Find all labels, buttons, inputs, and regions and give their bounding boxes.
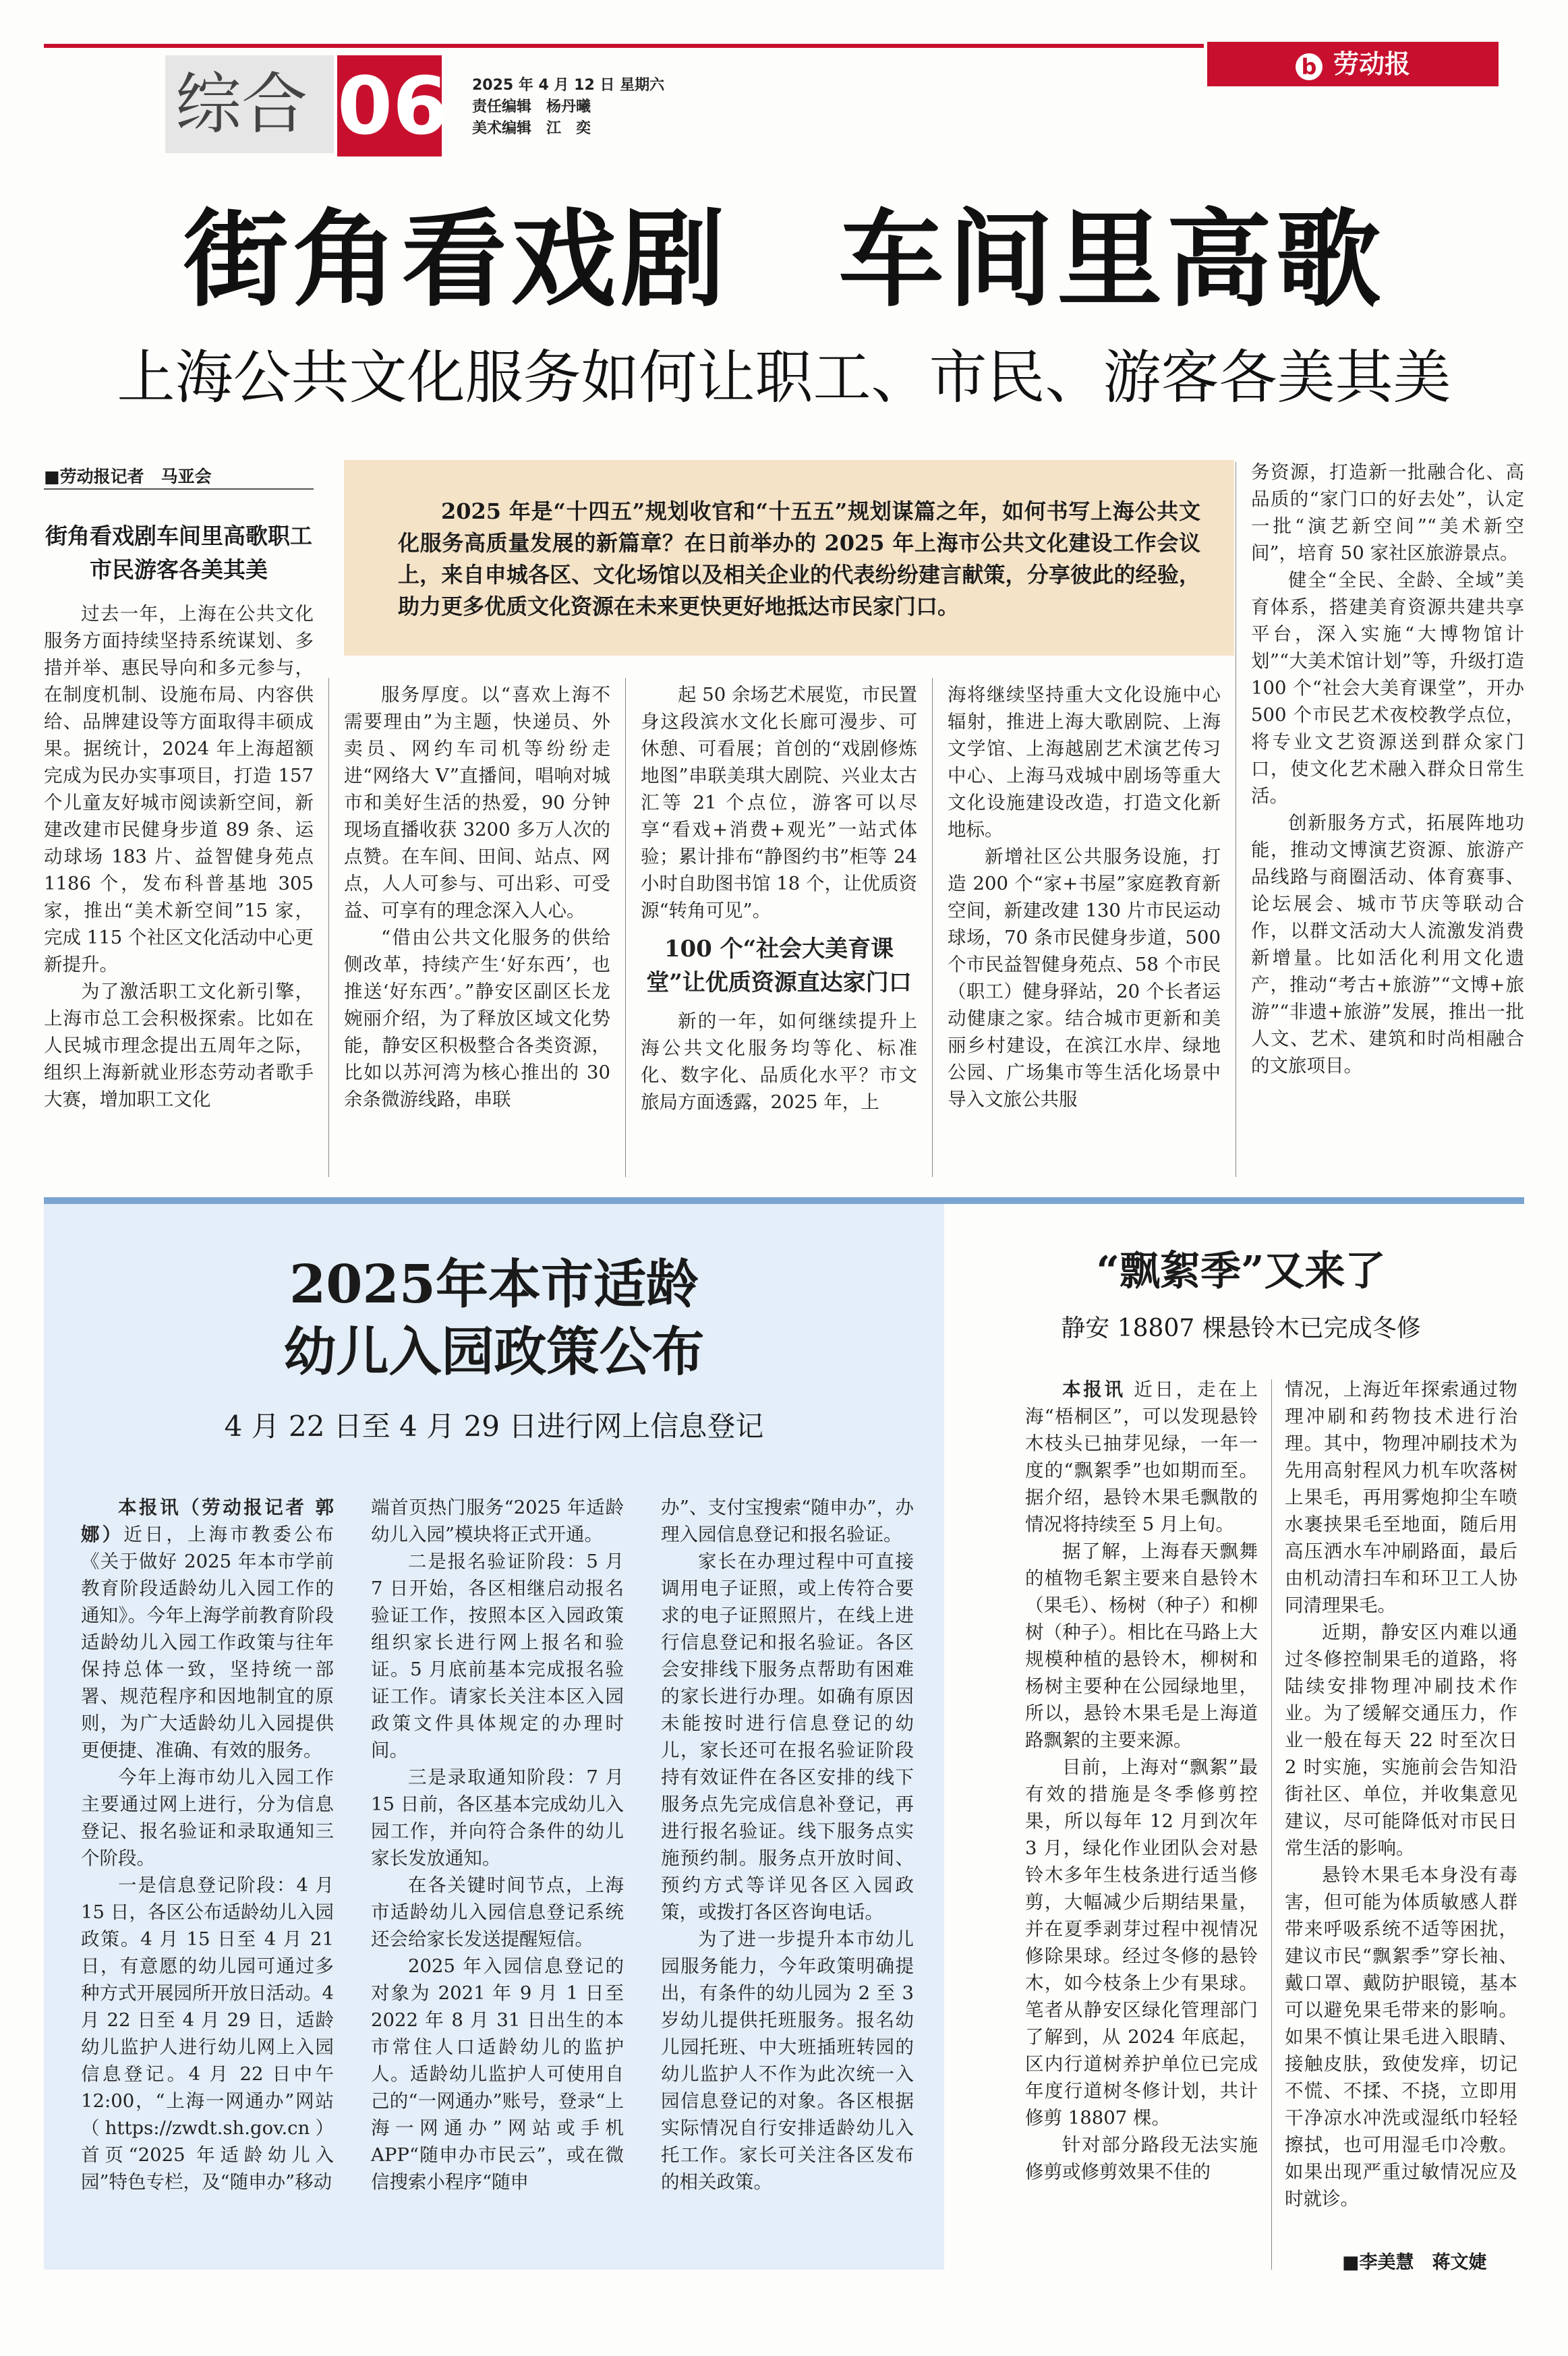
column-divider [625, 678, 626, 1177]
paragraph-text: 近日，上海市教委公布《关于做好 2025 年本市学前教育阶段适龄幼儿入园工作的通知》。今年上海学前教育阶段适龄幼儿入园工作政策与往年保持总体一致，坚持统一部署、规范程序和因地制宜的原则，为广大适龄幼儿入园提供更便捷、准确、有效的服务。 [81, 1524, 334, 1761]
column-divider [328, 678, 329, 1177]
paragraph: 过去一年，上海在公共文化服务方面持续坚持系统谋划、多措并举、惠民导向和多元参与，在制度机制、设施布局、内容供给、品牌建设等方面取得丰硕成果。据统计，2024 年上海超额完成为民办实事项目，打造 157 个儿童友好城市阅读新空间，新建改建市民健身步道 89 条、运动球场 183 片、益智健身苑点 1186 个，发布科普基地 305 家，推出“美术新空间”15 家，完成 115 个社区文化活动中心更新提升。 [44, 603, 314, 975]
section-name: 综合 [175, 66, 308, 143]
art-editor-line: 美术编辑 江 奕 [472, 120, 591, 137]
catkin-title: “飘絮季”又来了 [1096, 1248, 1386, 1295]
section-divider-rule [44, 1197, 1524, 1204]
paragraph: 2025 年入园信息登记的对象为 2021 年 9 月 1 日至 2022 年 8 月 31 日出生的本市常住人口适龄幼儿的监护人。适龄幼儿监护人可使用自己的“一网通办”账号，登录“上海一网通办”网站或手机 APP“随申办市民云”，或在微信搜索小程序“随申 [371, 1955, 624, 2193]
paragraph: 办”、支付宝搜索“随申办”，办理入园信息登记和报名验证。 [661, 1497, 914, 1545]
paragraph: 三是录取通知阶段：7 月 15 日前，各区基本完成幼儿入园工作，并向符合条件的幼儿家长发放通知。 [371, 1766, 624, 1869]
catkin-column-2 [1285, 1376, 1517, 2249]
lead-subheadline: 上海公共文化服务如何让职工、市民、游客各美其美 [117, 344, 1451, 411]
paragraph: 一是信息登记阶段：4 月 15 日，各区公布适龄幼儿入园政策。4 月 15 日至 4 月 21 日，有意愿的幼儿园可通过多种方式开展园所开放日活动。4 月 22 日至 4 月 29 日，适龄幼儿监护人进行幼儿网上入园信息登记。4 月 22 日中午 12:00，“上海一网通办”网站（https://zwdt.sh.gov.cn）首页“2025 年适龄幼儿入园”特色专栏，及“随申办”移动 [81, 1874, 334, 2193]
paragraph: 家长在办理过程中可直接调用电子证照，或上传符合要求的电子证照照片，在线上进行信息登记和报名验证。各区会安排线下服务点帮助有困难的家长进行办理。如确有原因未能按时进行信息登记的幼儿，家长还可在报名验证阶段持有效证件在各区安排的线下服务点先完成信息补登记，再进行报名验证。线下服务点实施预约制。服务点开放时间、预约方式等详见各区入园政策，或拨打各区咨询电话。 [661, 1551, 914, 1923]
paragraph: 在各关键时间节点，上海市适龄幼儿入园信息登记系统还会给家长发送提醒短信。 [371, 1874, 624, 1950]
paragraph: 海将继续坚持重大文化设施中心辐射，推进上海大歌剧院、上海文学馆、上海越剧艺术演艺传习中心、上海马戏城中剧场等重大文化设施建设改造，打造文化新地标。 [948, 684, 1221, 840]
lead-byline: ■劳动报记者 马亚会 [44, 465, 314, 490]
paragraph: 新的一年，如何继续提升上海公共文化服务均等化、标准化、数字化、品质化水平？市文旅局方面透露，2025 年，上 [641, 1010, 917, 1113]
paragraph: 今年上海市幼儿入园工作主要通过网上进行，分为信息登记、报名验证和录取通知三个阶段。 [81, 1766, 334, 1869]
kindergarten-subtitle: 4 月 22 日至 4 月 29 日进行网上信息登记 [224, 1410, 764, 1443]
lead-column-4 [948, 681, 1221, 1180]
page-number: 06 [337, 55, 442, 156]
column-divider [1271, 1379, 1272, 2270]
paragraph: 起 50 余场艺术展览，市民置身这段滨水文化长廊可漫步、可休憩、可看展；首创的“戏剧修炼地图”串联美琪大剧院、兴业太古汇等 21 个点位，游客可以尽享“看戏+消费+观光”一站式体验；累计排布“静图约书”柜等 24 小时自助图书馆 18 个，让优质资源“转角可见”。 [641, 684, 917, 921]
kindergarten-title-line-1: 2025年本市适龄 [289, 1254, 699, 1315]
lead-intro: 2025 年是“十四五”规划收官和“十五五”规划谋篇之年，如何书写上海公共文化服务高质量发展的新篇章？在日前举办的 2025 年上海市公共文化建设工作会议上，来自申城各区、文化场馆以及相关企业的代表纷纷建言献策，分享彼此的经验，助力更多优质文化资源在未来更快更好地抵达市民家门口。 [398, 498, 1200, 619]
kindergarten-column-2 [371, 1494, 624, 2263]
paragraph: “借由公共文化服务的供给侧改革，持续产生‘好东西’，也推送‘好东西’。”静安区副区长龙婉丽介绍，为了释放区域文化势能，静安区积极整合各类资源，比如以苏河湾为核心推出的 30 余条微游线路，串联 [344, 927, 610, 1110]
date-line: 2025 年 4 月 12 日 星期六 [472, 77, 665, 94]
paragraph-text: 近日，走在上海“梧桐区”，可以发现悬铃木枝头已抽芽见绿，一年一度的“飘絮季”也如期而至。据介绍，悬铃木果毛飘散的情况将持续至 5 月上旬。 [1025, 1379, 1258, 1535]
kindergarten-title [44, 1251, 944, 1386]
editor-line: 责任编辑 杨丹曦 [472, 98, 591, 115]
paragraph: 针对部分路段无法实施修剪或修剪效果不佳的 [1025, 2134, 1258, 2183]
kindergarten-column-1 [81, 1494, 334, 2263]
paragraph: 创新服务方式，拓展阵地功能，推动文博演艺资源、旅游产品线路与商圈活动、体育赛事、论坛展会、城市节庆等联动合作，以群文活动大人流激发消费新增量。比如活化利用文化遗产，推动“考古+旅游”“文博+旅游”“非遗+旅游”发展，推出一批人文、艺术、建筑和时尚相融合的文旅项目。 [1251, 812, 1524, 1076]
paragraph: 二是报名验证阶段：5 月 7 日开始，各区相继启动报名验证工作，按照本区入园政策组织家长进行网上报名和验证。5 月底前基本完成报名验证工作。请家长关注本区入园政策文件具体规定的办理时间。 [371, 1551, 624, 1761]
lead-column-3 [641, 681, 917, 1180]
paragraph: 目前，上海对“飘絮”最有效的措施是冬季修剪控果，所以每年 12 月到次年 3 月，绿化作业团队会对悬铃木多年生枝条进行适当修剪，大幅减少后期结果量，并在夏季剥芽过程中视情况修除果球。经过冬修的悬铃木，如今枝条上少有果球。笔者从静安区绿化管理部门了解到，从 2024 年底起，区内行道树养护单位已完成年度行道树冬修计划，共计修剪 18807 棵。 [1025, 1756, 1258, 2129]
paragraph [1025, 1376, 1258, 1538]
kindergarten-column-3 [661, 1494, 914, 2263]
lead-col1-subtitle: 街角看戏剧车间里高歌职工市民游客各美其美 [45, 523, 312, 583]
paragraph: 据了解，上海春天飘舞的植物毛絮主要来自悬铃木（果毛）、杨树（种子）和柳树（种子）。相比在马路上大规模种植的悬铃木，柳树和杨树主要种在公园绿地里，所以，悬铃木果毛是上海道路飘絮的主要来源。 [1025, 1541, 1258, 1751]
lead-col3-subtitle: 100 个“社会大美育课堂”让优质资源直达家门口 [646, 936, 912, 996]
newspaper-logo [1207, 42, 1499, 86]
source-tag: 本报讯（劳动报记者 郭娜） [81, 1497, 334, 1545]
paragraph: 服务厚度。以“喜欢上海不需要理由”为主题，快递员、外卖员、网约车司机等纷纷走进“网络大 V”直播间，唱响对城市和美好生活的热爱，90 分钟现场直播收获 3200 多万人次的点赞。在车间、田间、站点、网点，人人可参与、可出彩、可受益、可享有的理念深入人心。 [344, 684, 610, 921]
lead-column-1 [44, 600, 314, 1180]
lead-column-2 [344, 681, 610, 1180]
paragraph: 为了激活职工文化新引擎，上海市总工会积极探索。比如在人民城市理念提出五周年之际，组织上海新就业形态劳动者歌手大赛，增加职工文化 [44, 981, 314, 1110]
top-rule [44, 44, 1204, 48]
lead-column-5 [1251, 459, 1524, 1184]
kindergarten-title-line-2: 幼儿入园政策公布 [283, 1321, 705, 1383]
source-tag: 本报讯 [1062, 1379, 1126, 1400]
paragraph: 务资源，打造新一批融合化、高品质的“家门口的好去处”，认定一批“演艺新空间”“美术新空间”，培育 50 家社区旅游景点。 [1251, 461, 1524, 564]
paragraph: 为了进一步提升本市幼儿园服务能力，今年政策明确提出，有条件的幼儿园为 2 至 3 岁幼儿提供托班服务。报名幼儿园托班、中大班插班转园的幼儿监护人不作为此次统一入园信息登记的对象。各区根据实际情况自行安排适龄幼儿入托工作。家长可关注各区发布的相关政策。 [661, 1928, 914, 2193]
paragraph: 近期，静安区内难以通过冬修控制果毛的道路，将陆续安排物理冲刷技术作业。为了缓解交通压力，作业一般在每天 22 时至次日 2 时实施，实施前会告知沿街社区、单位，并收集意见建议，尽可能降低对市民日常生活的影响。 [1285, 1621, 1517, 1859]
paragraph: 情况，上海近年探索通过物理冲刷和药物技术进行治理。其中，物理冲刷技术为先用高射程风力机车吹落树上果毛，再用雾炮抑尘车喷水裹挟果毛至地面，随后用高压洒水车冲刷路面，最后由机动清扫车和环卫工人协同清理果毛。 [1285, 1379, 1517, 1616]
column-divider [932, 678, 933, 1177]
logo-glyph-icon: b [1296, 53, 1323, 80]
catkin-column-1 [1025, 1376, 1258, 2280]
paragraph: 端首页热门服务“2025 年适龄幼儿入园”模块将正式开通。 [371, 1497, 624, 1545]
paragraph: 新增社区公共服务设施，打造 200 个“家+书屋”家庭教育新空间，新建改建 130 片市民运动球场，70 条市民健身步道，500 个市民益智健身苑点、58 个市民（职工）健身驿站，20 个长者运动健康之家。结合城市更新和美丽乡村建设，在滨江水岸、绿地公园、广场集市等生活化场景中导入文旅公共服 [948, 846, 1221, 1110]
catkin-signature: ■李美慧 蒋文婕 [1342, 2252, 1487, 2273]
lead-headline: 街角看戏剧 车间里高歌 [183, 198, 1385, 321]
catkin-subtitle: 静安 18807 棵悬铃木已完成冬修 [1061, 1315, 1421, 1342]
paragraph: 悬铃木果毛本身没有毒害，但可能为体质敏感人群带来呼吸系统不适等困扰，建议市民“飘絮季”穿长袖、戴口罩、戴防护眼镜，基本可以避免果毛带来的影响。如果不慎让果毛进入眼睛、接触皮肤，致使发痒，切记不慌、不揉、不挠，立即用干净凉水冲洗或湿纸巾轻轻擦拭，也可用湿毛巾冷敷。如果出现严重过敏情况应及时就诊。 [1285, 1864, 1517, 2210]
paragraph [81, 1494, 334, 1764]
paragraph: 健全“全民、全龄、全域”美育体系，搭建美育资源共建共享平台，深入实施“大博物馆计划”“大美术馆计划”等，升级打造 100 个“社会大美育课堂”，开办 500 个市民艺术夜校教学点位，将专业文艺资源送到群众家门口，使文化艺术融入群众日常生活。 [1251, 569, 1524, 807]
logo-text: 劳动报 [1333, 49, 1410, 79]
